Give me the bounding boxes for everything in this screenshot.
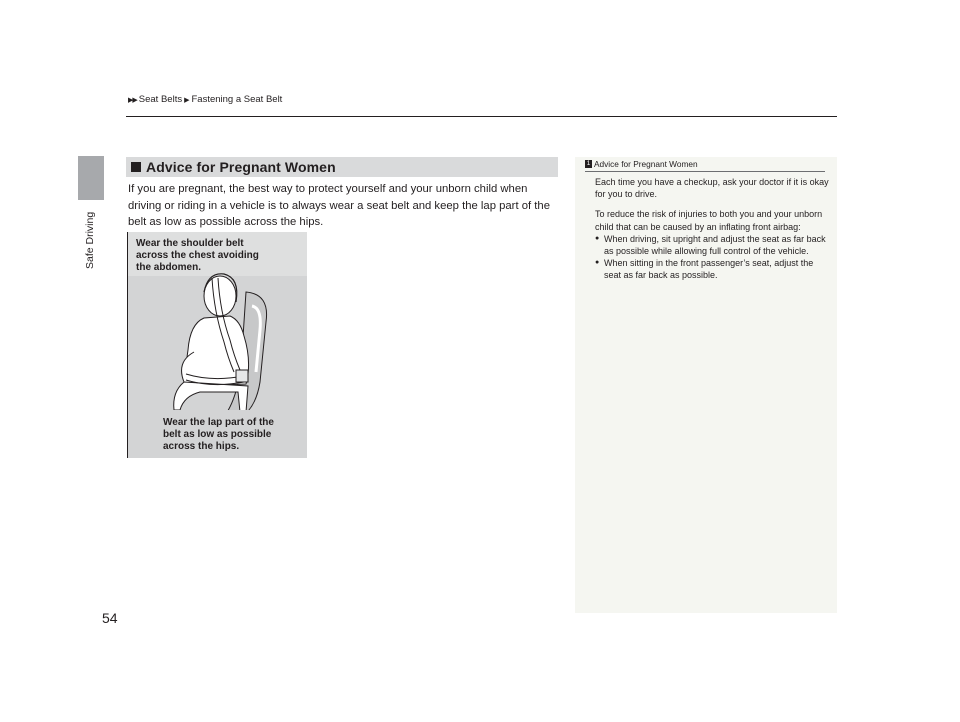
pregnant-woman-seatbelt-illustration — [127, 232, 307, 458]
figure-caption-shoulder-belt: Wear the shoulder belt across the chest avoiding the abdomen. — [136, 238, 259, 273]
notes-bullet-item: ● When sitting in the front passenger’s seat, adjust the seat as far back as possible. — [595, 257, 831, 281]
section-header — [126, 157, 558, 177]
breadcrumb-item-fastening[interactable]: Fastening a Seat Belt — [191, 94, 283, 105]
body-paragraph: If you are pregnant, the best way to protect yourself and your unborn child when driving or riding in a vehicle is to always wear a seat belt and keep the lap part of the belt as low as possible across the hips. — [128, 183, 550, 229]
notes-body — [595, 176, 831, 282]
figure-caption-lap-belt: Wear the lap part of the belt as low as possible across the hips. — [163, 417, 274, 452]
notes-heading-text: Advice for Pregnant Women — [594, 159, 698, 169]
section-title: Advice for Pregnant Women — [146, 159, 336, 175]
notes-bullet-list — [595, 233, 831, 282]
header-rule — [126, 116, 837, 117]
notes-heading — [585, 159, 825, 172]
breadcrumb-arrow-icon: ▶▶ — [128, 96, 137, 104]
notes-paragraph: To reduce the risk of injuries to both you and your unborn child that can be caused by an inflating front airbag: — [595, 209, 823, 232]
breadcrumb-arrow-icon: ▶ — [184, 96, 190, 104]
note-number-badge: 1 — [586, 160, 591, 167]
breadcrumb-item-seat-belts[interactable]: Seat Belts — [138, 94, 183, 105]
notes-bullet-item: ● When driving, sit upright and adjust the seat as far back as possible while allowing full control of the vehicle. — [595, 233, 831, 257]
chapter-label: Safe Driving — [84, 212, 96, 270]
side-notes-panel — [575, 157, 837, 613]
breadcrumb — [128, 94, 282, 105]
page-number: 54 — [102, 610, 118, 626]
section-tab-marker — [78, 156, 104, 200]
square-bullet-icon — [131, 162, 141, 172]
notes-paragraph: Each time you have a checkup, ask your doctor if it is okay for you to drive. — [595, 177, 829, 200]
